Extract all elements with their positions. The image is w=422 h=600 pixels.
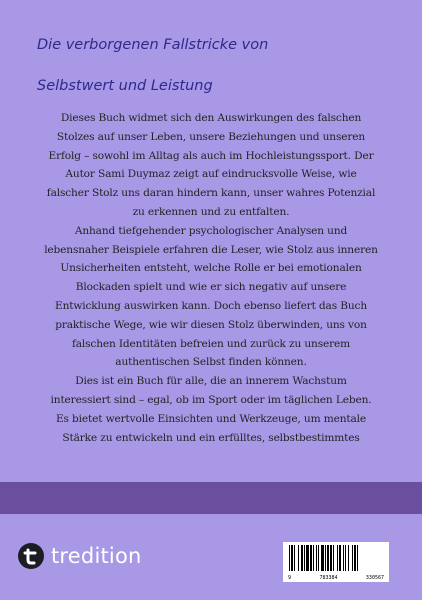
barcode-digit-group: 330567 <box>365 575 384 581</box>
barcode-bar <box>357 545 358 571</box>
barcode-bar <box>325 545 326 571</box>
barcode-bar <box>337 545 338 571</box>
barcode-digit-group: 9 <box>288 575 292 581</box>
blurb-paragraph: Dies ist ein Buch für alle, die an innerem Wachstum interessiert sind – egal, ob im Sport oder im täglichen Leben. Es bietet wertvolle Einsichten und Werkzeuge, um mentale Stärke zu entwickeln und ein erfülltes, selbstbestimmtes <box>50 375 372 444</box>
publisher-logo <box>18 542 142 570</box>
decorative-band <box>0 482 422 514</box>
blurb-text <box>10 109 412 447</box>
tredition-logo-icon <box>18 543 44 569</box>
barcode-bar <box>348 545 349 571</box>
barcode-bar <box>321 545 324 571</box>
barcode-digit-group: 783384 <box>319 575 338 581</box>
barcode-bar <box>294 545 295 571</box>
barcode-bar <box>298 545 299 571</box>
barcode-bar <box>291 545 293 571</box>
subtitle-line-2: Selbstwert und Leistung <box>37 78 213 94</box>
subtitle-line-1: Die verborgenen Fallstricke von <box>37 37 269 53</box>
barcode-bar <box>333 545 334 571</box>
barcode-bar <box>313 545 314 571</box>
barcode-bar <box>306 545 309 571</box>
isbn-barcode <box>283 542 389 582</box>
barcode-bar <box>327 545 329 571</box>
barcode-bar <box>310 545 312 571</box>
barcode-bar <box>343 545 344 571</box>
blurb-paragraph: Anhand tiefgehender psychologischer Analysen und lebensnaher Beispiele erfahren die Leser, wie Stolz aus inneren Unsicherheiten entsteht, welche Rolle er bei emotionalen Blockaden spielt und wie er sich negativ auf unsere Entwicklung auswirken kann. Doch ebenso liefert das Buch praktische Wege, wie wir diesen Stolz überwinden, uns von falschen Identitäten befreien und zurück zu unserem authentischen Selbst finden können. <box>44 224 378 369</box>
barcode-bar <box>345 545 346 571</box>
publisher-name: tredition <box>51 544 142 568</box>
barcode-bar <box>289 545 290 571</box>
barcode-bar <box>339 545 341 571</box>
barcode-bar <box>304 545 305 571</box>
barcode-digits <box>283 575 389 581</box>
barcode-bar <box>316 545 317 571</box>
barcode-bar <box>301 545 303 571</box>
blurb-paragraph: Dieses Buch widmet sich den Auswirkungen des falschen Stolzes auf unser Leben, unsere Beziehungen und unseren Erfolg – sowohl im Alltag als auch im Hochleistungssport. Der Autor Sami Duymaz zeigt auf eindrucksvolle Weise, wie falscher Stolz uns daran hindern kann, unser wahres Potenzial zu erkennen und zu entfalten. <box>46 112 376 218</box>
barcode-bar <box>318 545 319 571</box>
barcode-bar <box>354 545 356 571</box>
barcode-bar <box>330 545 332 571</box>
barcode-bar <box>352 545 353 571</box>
